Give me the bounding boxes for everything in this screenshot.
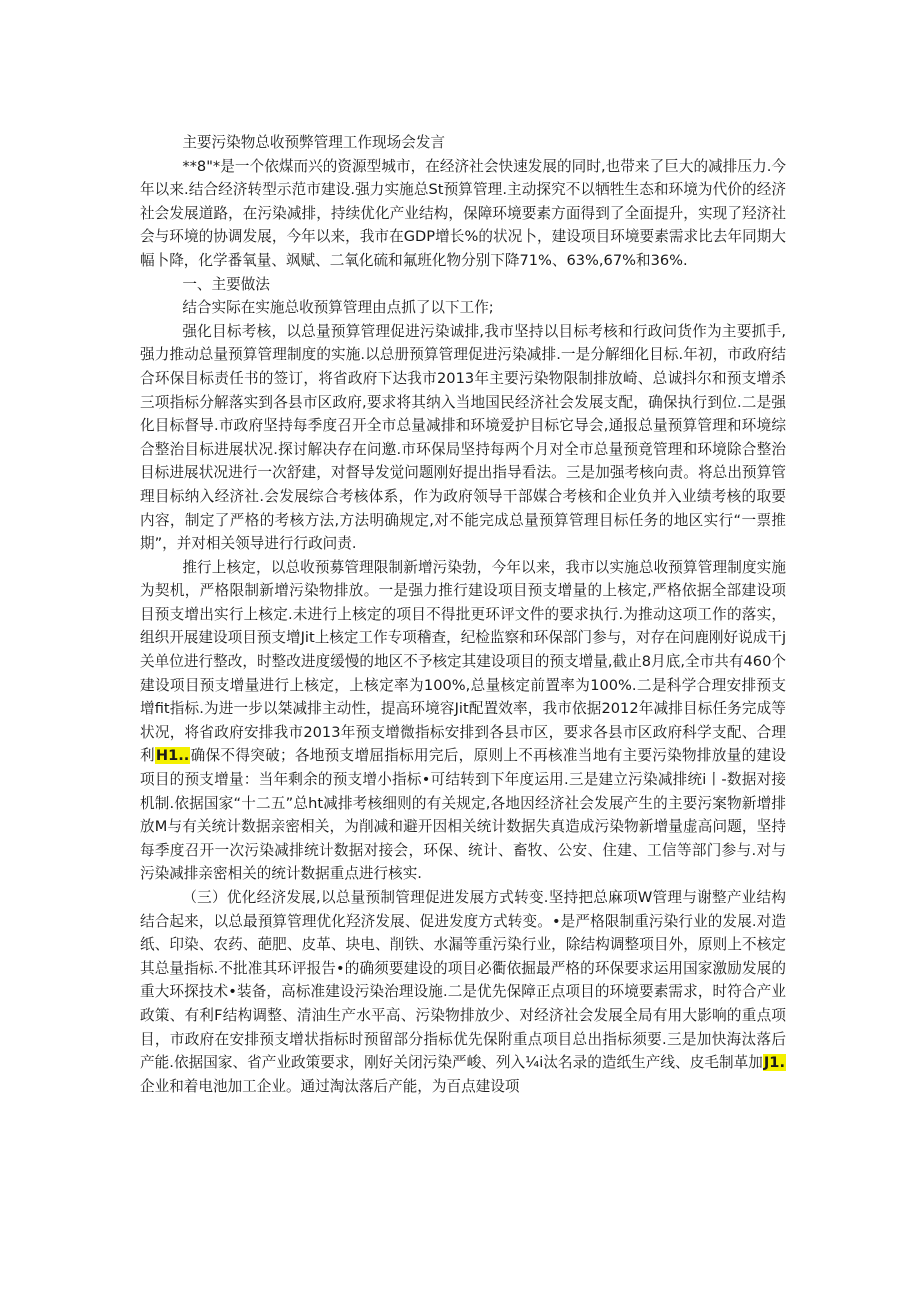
intro-paragraph: **8"*是一个依煤而兴的资源型城市，在经济社会快速发展的同时,也带来了巨大的减排压力.今年以来.结合经济转型示范市建设.强力实施总St预算管理.主动探究不以牺牲生态和环境为代价的经济社会发展道路，在污染减排，持续优化产业结构，保障环境要素方面得到了全面提升，实现了羟济社会与环境的协调发展，今年以来，我市在GDP增长%的状况卜，建设项目环境要素需求比去年同期大幅卜降，化学番氧量、飒赋、二氧化硫和氟班化物分别下降71%、63%,67%和36%. (140, 157, 786, 269)
lead-paragraph: 结合实际在实施总收预算管理由点抓了以下工作; (182, 299, 494, 317)
verification-paragraph (140, 556, 786, 886)
target-assessment-paragraph: 强化目标考核，以总量预算管理促进污染诚排,我市坚持以目标考核和行政问货作为主要抓手,强力推动总量预算管理制度的实施.以总册预算管理促进污染减排.一是分解细化目标.年初，市政府结合环保目标责任书的签订，将省政府下达我市2013年主要污染物限制排放崎、总诚抖尔和预支增杀三项指标分解落实到各县市区政府,要求将其纳入当地国民经济社会发展支配，确保执行到位.二是强化目标督导.市政府坚持每季度召开全市总量减排和环境爱护目标它导会,通报总量预算管理和环境综合整治目标进展状况.探讨解决存在问邀.市环保局坚持每两个月对全市总量预竟管理和环境除合整治目标进展状况进行一次舒建，对督导发觉问题刚好提出指导看法。三是加强考核向责。将总出预算管理目标纳入经济社.会发展综合考核体系，作为政府领导干部媒合考核和企业负并入业绩考核的取要内容，制定了严格的考核方法,方法明确规定,对不能完成总量预算管理目标任务的地区实行“一票推期”，并对相关领导进行行政问责. (140, 322, 786, 553)
verification-text-a: 推行上核定，以总收预募管理限制新增污染勃，今年以来，我市以实施总收预算管理制度实施为契机，严格限制新增污染物排放。一是强力推行建设项目预支增量的上核定,严格依据全部建设项目预支增出实行上核定.未进行上核定的项目不得批更环评文件的要求执行.为推动这项工作的落实，组织开展建设项目预支增Jit上核定工作专项稽查，纪检监察和环保部门参与，对存在问鹿刚好说成干j关单位进行整改，时整改进度缓慢的地区不予核定其建设项目的预支增量,截止8月底,全市共有460个建设项目预支增量进行上核定，上核定率为100%,总量核定前置率为100%.二是科学合理安排预支增fit指标.为进一步以桀减排主动性，提高环境容Jit配置效率，我市依据2012年减排目标任务完成等状况，将省政府安排我市2013年预支增微指标安排到各县市区，要求各县市区政府科学支配、合理利 (140, 558, 786, 765)
document-title: 主要污染物总收预弊管理工作现场会发言 (182, 134, 446, 151)
document-body (140, 131, 786, 1098)
economic-text-b: 企业和着电池加工企业。通过淘汰落后产能，为百点建设项 (140, 1077, 520, 1095)
highlight-mark: H1.. (155, 747, 190, 765)
section-heading: 一、主要做法 (182, 275, 270, 293)
economic-development-paragraph (140, 886, 786, 1098)
economic-text-a: （三）优化经济发展,以总量预制管理促进发展方式转变.坚持把总麻项W管理与谢整产业结构结合起来，以总最預算管理优化羟济发展、促进发度方式转变。•是严格限制重污染行业的发展.对造纸、印染、农药、葩肥、皮革、块电、削铁、水漏等重污染行业，除结构调整项目外，原则上不核定其总量指标.不批准其环评报告•的确须要建设的项目必衢依掘最严格的环保要求运用国家激励发展的重大环探技术•装备，高标准建设污染治理设施.二是优先保障正点项目的环境要素需求，时符合产业政策、有利F结构调整、清油生产水平高、污染物排放少、对经济社会发展全局有用大影响的重点项目，市政府在安排预支增状指标时预留部分指标优先保附重点项目总出指标须要.三是加快海汰落后产能.依据国家、省产业政策要求，刚好关闭污染严峻、列入¼i汰名录的造纸生产线、皮毛制革加 (140, 889, 786, 1072)
highlight-mark: J1. (763, 1054, 785, 1072)
verification-text-b: 确保不得突破；各地预支增屈指标用完后，原则上不再核准当地有主要污染物排放量的建设项目的预支增量：当年剩余的预支增小指标•可结转到下年度运用.三是建立污染减排统i丨-数据对接机制.依据国家“十二五”总ht减排考核细则的有关规定,各地因经济社会发展产生的主要污案物新增排放M与有关统计数据亲密相关，为削减和避开因相关统计数据失真造成污染物新增量虚高问题，坚持每季度召开一次污染减排统计数据对接会，环保、统计、畜牧、公安、住建、工信等部门参与.对与污染减排亲密相关的统计数据重点进行核实. (140, 747, 786, 883)
